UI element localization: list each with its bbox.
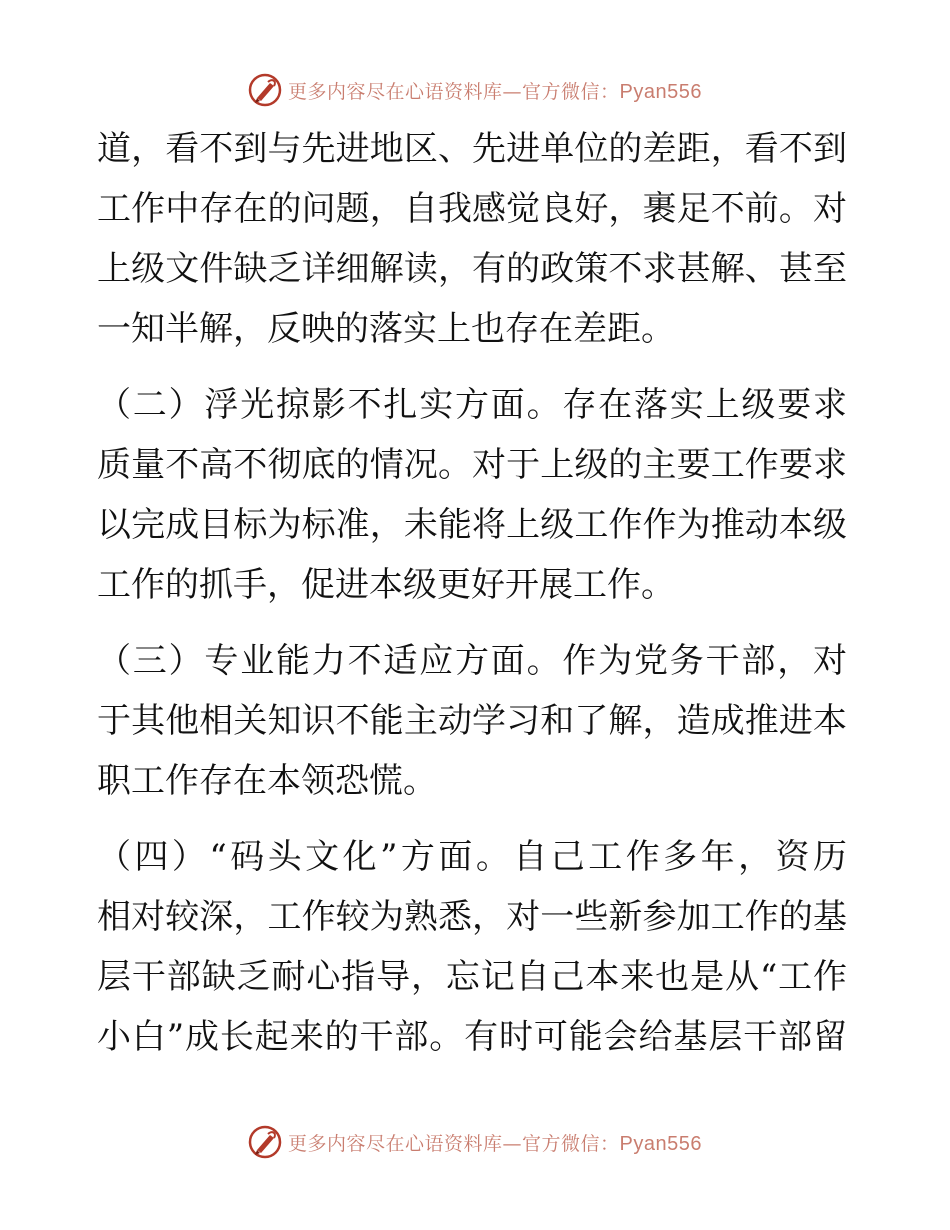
text-line: 以完成目标为标准，未能将上级工作作为推动本级 bbox=[97, 505, 847, 545]
watermark-text: 更多内容尽在心语资料库—官方微信：Pyan556 bbox=[288, 1132, 702, 1155]
text-line: 道，看不到与先进地区、先进单位的差距，看不到 bbox=[97, 129, 847, 169]
watermark-header bbox=[0, 70, 950, 110]
text-line: 职工作存在本领恐慌。 bbox=[97, 761, 437, 801]
pen-logo-icon bbox=[248, 1125, 282, 1159]
text-line: （三）专业能力不适应方面。作为党务干部，对 bbox=[97, 641, 847, 681]
watermark-id: Pyan556 bbox=[619, 80, 702, 103]
text-line: 小白”成长起来的干部。有时可能会给基层干部留 bbox=[97, 1017, 847, 1057]
document-body bbox=[97, 119, 857, 1067]
text-line: 上级文件缺乏详细解读，有的政策不求甚解、甚至 bbox=[97, 249, 847, 289]
watermark-text: 更多内容尽在心语资料库—官方微信：Pyan556 bbox=[288, 80, 702, 103]
text-line: 相对较深，工作较为熟悉，对一些新参加工作的基 bbox=[97, 897, 847, 937]
text-line: （二）浮光掠影不扎实方面。存在落实上级要求 bbox=[97, 385, 847, 425]
text-line: 质量不高不彻底的情况。对于上级的主要工作要求 bbox=[97, 445, 847, 485]
text-line: 工作的抓手，促进本级更好开展工作。 bbox=[97, 565, 675, 605]
watermark-footer bbox=[0, 1122, 950, 1162]
paragraph-1 bbox=[97, 119, 857, 359]
paragraph-4 bbox=[97, 827, 857, 1067]
paragraph-2 bbox=[97, 375, 857, 615]
watermark-id: Pyan556 bbox=[619, 1132, 702, 1155]
text-line: 一知半解，反映的落实上也存在差距。 bbox=[97, 309, 675, 349]
text-line: （四）“码头文化”方面。自己工作多年，资历 bbox=[97, 837, 847, 877]
pen-logo-icon bbox=[248, 73, 282, 107]
paragraph-3 bbox=[97, 631, 857, 811]
text-line: 于其他相关知识不能主动学习和了解，造成推进本 bbox=[97, 701, 847, 741]
text-line: 层干部缺乏耐心指导，忘记自己本来也是从“工作 bbox=[97, 957, 847, 997]
text-line: 工作中存在的问题，自我感觉良好，裹足不前。对 bbox=[97, 189, 847, 229]
